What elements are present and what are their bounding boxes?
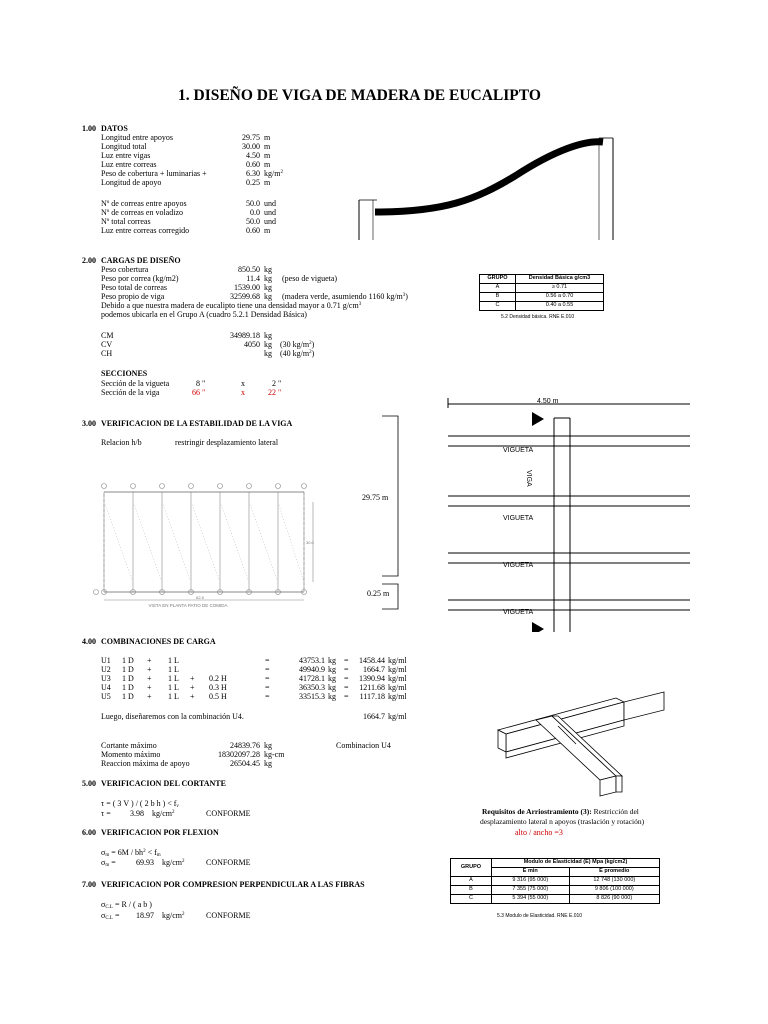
table-cell: 5 394 (55 000) <box>492 895 570 904</box>
s3-title: VERIFICACION DE LA ESTABILIDAD DE LA VIGA <box>101 419 293 428</box>
vigueta-section-x: x <box>241 379 245 388</box>
equals-sign: = <box>344 674 349 683</box>
combination-total: 43753.1 <box>299 656 325 665</box>
s2-title: CARGAS DE DISEÑO <box>101 256 181 265</box>
equals-sign: = <box>265 656 270 665</box>
combination-total: 36350.3 <box>299 683 325 692</box>
combination-live: 1 L <box>168 683 179 692</box>
equals-sign: = <box>344 692 349 701</box>
viga-section-a: 66 " <box>192 388 206 397</box>
plan-dim-horizontal: 62.5 <box>196 595 204 600</box>
s1-row-label: Nº de correas entre apoyos <box>101 199 187 208</box>
plus-sign: + <box>147 692 152 701</box>
combination-live: 1 L <box>168 674 179 683</box>
shear-formula: τ = ( 3 V ) / ( 2 b h ) < $f_v$ <box>101 799 179 809</box>
result-value: 26504.45 <box>230 759 260 768</box>
compression-result-unit: $kg/cm^2$ <box>162 911 185 920</box>
viga-section-b: 22 " <box>268 388 282 397</box>
curved-beam-sketch <box>355 128 630 243</box>
shear-status: CONFORME <box>206 809 251 818</box>
plus-sign: + <box>190 692 195 701</box>
bracing-title: Requisitos de Arriostramiento (3): Restricción del <box>482 807 639 816</box>
floor-plan-drawing <box>88 478 328 614</box>
s6-title: VERIFICACION POR FLEXION <box>101 828 219 837</box>
table-cell: B <box>451 886 492 895</box>
design-combination-text: Luego, diseñaremos con la combinación U4. <box>101 712 244 721</box>
combination-unit: kg <box>328 674 336 683</box>
combination-unit: kg/ml <box>388 692 407 701</box>
vigueta-section-label: Sección de la vigueta <box>101 379 170 388</box>
flexion-result-value: 69.93 <box>136 858 154 867</box>
s2-row-value: 1539.00 <box>234 283 260 292</box>
support-dimension-label: 0.25 m <box>367 589 390 598</box>
table-cell: C <box>451 895 492 904</box>
s4-number: 4.00 <box>82 637 96 646</box>
combination-live: 1 L <box>168 665 179 674</box>
elastic-table-subheader: E promedio <box>569 868 659 877</box>
combination-total: 41728.1 <box>299 674 325 683</box>
shear-result-value: 3.98 <box>130 809 144 818</box>
s1-row-value: 0.25 <box>246 178 260 187</box>
s1-row-value: 0.60 <box>246 160 260 169</box>
table-cell: 7 355 (75 000) <box>492 886 570 895</box>
vigueta-label: VIGUETA <box>503 609 534 616</box>
s1-row-unit: m <box>264 142 271 151</box>
result-label: Cortante máximo <box>101 741 157 750</box>
s1-row-value: 50.0 <box>246 199 260 208</box>
combination-unit: kg/ml <box>388 665 407 674</box>
plus-sign: + <box>147 674 152 683</box>
table-cell: A <box>451 877 492 886</box>
section-arrow-icon <box>532 622 544 632</box>
s5-number: 5.00 <box>82 779 96 788</box>
s1-row-value: 0.0 <box>250 208 260 217</box>
table-cell: 8 826 (90 000) <box>569 895 659 904</box>
beam-spacing-label: 4.50 m <box>537 398 559 405</box>
combination-unit: kg/ml <box>388 674 407 683</box>
s1-row-value: 29.75 <box>242 133 260 142</box>
result-unit: kg-cm <box>264 750 285 759</box>
elastic-table-group-header: GRUPO <box>451 859 492 877</box>
bracing-ratio: alto / ancho =3 <box>515 828 563 837</box>
s1-row-label: Luz entre correas corregido <box>101 226 190 235</box>
table-cell: 0.56 a 0.70 <box>516 293 604 302</box>
table-cell: ≥ 0.71 <box>516 284 604 293</box>
s2-row-value: 11.4 <box>246 274 260 283</box>
s2-row-label: Peso propio de viga <box>101 292 165 301</box>
table-row <box>451 877 660 886</box>
combination-per-length: 1211.68 <box>359 683 385 692</box>
plan-diagram-right <box>444 396 694 632</box>
equals-sign: = <box>344 656 349 665</box>
table-cell: 12 748 (130 000) <box>569 877 659 886</box>
combination-per-length: 1458.44 <box>359 656 385 665</box>
result-label: Momento máximo <box>101 750 161 759</box>
combination-total: 49940.9 <box>299 665 325 674</box>
combination-live: 1 L <box>168 692 179 701</box>
result-unit: kg <box>264 741 272 750</box>
s1-row-label: Nº de correas en voladizo <box>101 208 183 217</box>
density-table-header: GRUPO <box>480 275 516 284</box>
ch-label: CH <box>101 349 113 358</box>
plan-dim-vertical: 30.0 <box>306 540 314 545</box>
combination-h: 0.3 H <box>209 683 227 692</box>
compression-result-value: 18.97 <box>136 911 154 920</box>
combination-unit: kg/ml <box>388 683 407 692</box>
equals-sign: = <box>344 683 349 692</box>
cv-note: (30 $kg/m^2$) <box>280 340 315 349</box>
result-value: 18302097.28 <box>218 750 260 759</box>
s1-row-unit: $kg/m^2$ <box>264 169 283 178</box>
cm-label: CM <box>101 331 114 340</box>
combination-id: U2 <box>101 665 111 674</box>
elastic-modulus-table <box>450 858 660 904</box>
s3-value: restringir desplazamiento lateral <box>175 438 279 447</box>
plan-caption: VISTA EN PLANTA PATIO DE COMIDA <box>148 603 228 608</box>
s7-title: VERIFICACION POR COMPRESION PERPENDICULAR A LAS FIBRAS <box>101 880 365 889</box>
compression-status: CONFORME <box>206 911 251 920</box>
table-row <box>451 895 660 904</box>
ch-unit: kg <box>264 349 272 358</box>
s1-row-label: Luz entre correas <box>101 160 157 169</box>
result-value: 24839.76 <box>230 741 260 750</box>
bracing-3d-sketch <box>496 690 676 800</box>
combination-unit: kg <box>328 656 336 665</box>
s3-number: 3.00 <box>82 419 96 428</box>
cv-label: CV <box>101 340 113 349</box>
density-table-caption: 5.2 Densidad básica. RNE E.010 <box>501 314 575 320</box>
combination-per-length: 1390.94 <box>359 674 385 683</box>
s3-label: Relacion h/b <box>101 438 142 447</box>
compression-result-label: $\sigma_{C.L}$ = <box>101 911 120 921</box>
combination-per-length: 1117.18 <box>359 692 385 701</box>
s2-row-label: Peso total de correas <box>101 283 167 292</box>
combination-live: 1 L <box>168 656 179 665</box>
result-unit: kg <box>264 759 272 768</box>
plus-sign: + <box>190 674 195 683</box>
s1-row-unit: m <box>264 226 271 235</box>
combination-per-length: 1664.7 <box>363 665 385 674</box>
s2-row-note: (peso de vigueta) <box>282 274 338 283</box>
shear-result-label: τ = <box>101 809 111 818</box>
table-cell: C <box>480 302 516 311</box>
plus-sign: + <box>147 656 152 665</box>
s2-density-note-2: podemos ubicarla en el Grupo A (cuadro 5.2.1 Densidad Básica) <box>101 310 307 319</box>
s1-row-unit: und <box>264 208 276 217</box>
s2-number: 2.00 <box>82 256 96 265</box>
s7-number: 7.00 <box>82 880 96 889</box>
table-row <box>480 293 604 302</box>
vigueta-section-b: 2 " <box>272 379 282 388</box>
cv-unit: kg <box>264 340 272 349</box>
ch-note: (40 $kg/m^2$) <box>280 349 315 358</box>
viga-section-label: Sección de la viga <box>101 388 160 397</box>
table-row <box>480 302 604 311</box>
equals-sign: = <box>265 674 270 683</box>
flexion-result-unit: $kg/cm^2$ <box>162 858 185 867</box>
combination-id: U5 <box>101 692 111 701</box>
s1-row-value: 0.60 <box>246 226 260 235</box>
vigueta-label: VIGUETA <box>503 562 534 569</box>
s1-row-label: Peso de cobertura + luminarias + <box>101 169 207 178</box>
vigueta-label: VIGUETA <box>503 515 534 522</box>
s1-row-value: 4.50 <box>246 151 260 160</box>
s2-row-note: (madera verde, asumiendo 1160 $kg/m^3$) <box>282 292 408 301</box>
s1-row-unit: m <box>264 151 271 160</box>
combination-h: 0.5 H <box>209 692 227 701</box>
table-cell: B <box>480 293 516 302</box>
s1-row-unit: m <box>264 178 271 187</box>
section-arrow-icon <box>532 412 544 426</box>
table-row <box>480 284 604 293</box>
design-combination-value: 1664.7 <box>363 712 385 721</box>
s5-title: VERIFICACION DEL CORTANTE <box>101 779 226 788</box>
s1-row-label: Longitud total <box>101 142 147 151</box>
vigueta-section-a: 8 " <box>196 379 206 388</box>
density-table <box>479 274 604 311</box>
s1-row-unit: und <box>264 199 276 208</box>
result-label: Reaccion máxima de apoyo <box>101 759 190 768</box>
span-dimension-label: 29.75 m <box>362 493 389 502</box>
combination-dead: 1 D <box>122 665 134 674</box>
combination-id: U3 <box>101 674 111 683</box>
sections-title: SECCIONES <box>101 369 148 378</box>
s2-density-note: Debido a que nuestra madera de eucalipto tiene una densidad mayor a 0.71 $g/cm^3$ <box>101 301 362 310</box>
s2-row-unit: kg <box>264 265 272 274</box>
vigueta-label: VIGUETA <box>503 447 534 454</box>
table-row <box>451 886 660 895</box>
design-combination-unit: kg/ml <box>388 712 407 721</box>
s2-row-value: 850.50 <box>238 265 260 274</box>
table-cell: 0.40 a 0.55 <box>516 302 604 311</box>
combination-unit: kg <box>328 665 336 674</box>
elastic-table-subheader: E min <box>492 868 570 877</box>
flexion-formula: $\sigma_m = 6M / bh^2 < f_m$ <box>101 848 161 858</box>
combination-id: U1 <box>101 656 111 665</box>
plus-sign: + <box>190 683 195 692</box>
viga-section-x: x <box>241 388 245 397</box>
plus-sign: + <box>147 665 152 674</box>
combination-dead: 1 D <box>122 674 134 683</box>
s1-row-value: 50.0 <box>246 217 260 226</box>
table-cell: 9 806 (100 000) <box>569 886 659 895</box>
viga-label: VIGA <box>525 470 532 487</box>
table-cell: 9 316 (95 000) <box>492 877 570 886</box>
s1-row-label: Luz entre vigas <box>101 151 151 160</box>
shear-result-unit: $kg/cm^2$ <box>152 809 175 818</box>
combination-dead: 1 D <box>122 656 134 665</box>
s1-title: DATOS <box>101 124 128 133</box>
combination-u4-label: Combinacion U4 <box>336 741 391 750</box>
combination-total: 33515.3 <box>299 692 325 701</box>
combination-dead: 1 D <box>122 692 134 701</box>
cm-value: 34989.18 <box>230 331 260 340</box>
equals-sign: = <box>344 665 349 674</box>
combination-h: 0.2 H <box>209 674 227 683</box>
elastic-table-header: Modulo de Elasticidad (E) Mpa (kg/cm2) <box>492 859 660 868</box>
s1-number: 1.00 <box>82 124 96 133</box>
s1-row-value: 6.30 <box>246 169 260 178</box>
s1-row-value: 30.00 <box>242 142 260 151</box>
s2-row-label: Peso por correa (kg/m2) <box>101 274 179 283</box>
density-table-header: Densidad Básica g/cm3 <box>516 275 604 284</box>
combination-dead: 1 D <box>122 683 134 692</box>
elastic-table-caption: 5.3 Modulo de Elasticidad. RNE E.010 <box>497 913 583 919</box>
plus-sign: + <box>147 683 152 692</box>
cm-unit: kg <box>264 331 272 340</box>
s1-row-label: Nº total correas <box>101 217 151 226</box>
combination-unit: kg/ml <box>388 656 407 665</box>
s1-row-label: Longitud entre apoyos <box>101 133 173 142</box>
page-title: 1. DISEÑO DE VIGA DE MADERA DE EUCALIPTO <box>178 87 541 104</box>
table-cell: A <box>480 284 516 293</box>
s2-row-unit: kg <box>264 274 272 283</box>
combination-unit: kg <box>328 692 336 701</box>
compression-formula: $\sigma_{C.L} = R$ / ( a b ) <box>101 900 152 910</box>
equals-sign: = <box>265 692 270 701</box>
span-dimension-bracket <box>380 414 405 614</box>
equals-sign: = <box>265 683 270 692</box>
flexion-status: CONFORME <box>206 858 251 867</box>
combination-id: U4 <box>101 683 111 692</box>
s4-title: COMBINACIONES DE CARGA <box>101 637 216 646</box>
s1-row-unit: m <box>264 160 271 169</box>
combination-unit: kg <box>328 683 336 692</box>
s1-row-unit: und <box>264 217 276 226</box>
s2-row-unit: kg <box>264 283 272 292</box>
bracing-text: desplazamiento lateral n apoyos (traslación y rotación) <box>480 817 645 826</box>
equals-sign: = <box>265 665 270 674</box>
s1-row-label: Longitud de apoyo <box>101 178 162 187</box>
s2-row-unit: kg <box>264 292 272 301</box>
s2-row-label: Peso cobertura <box>101 265 149 274</box>
s1-row-unit: m <box>264 133 271 142</box>
s6-number: 6.00 <box>82 828 96 837</box>
s2-row-value: 32599.68 <box>230 292 260 301</box>
cv-value: 4050 <box>244 340 260 349</box>
flexion-result-label: $\sigma_m$ = <box>101 858 116 868</box>
